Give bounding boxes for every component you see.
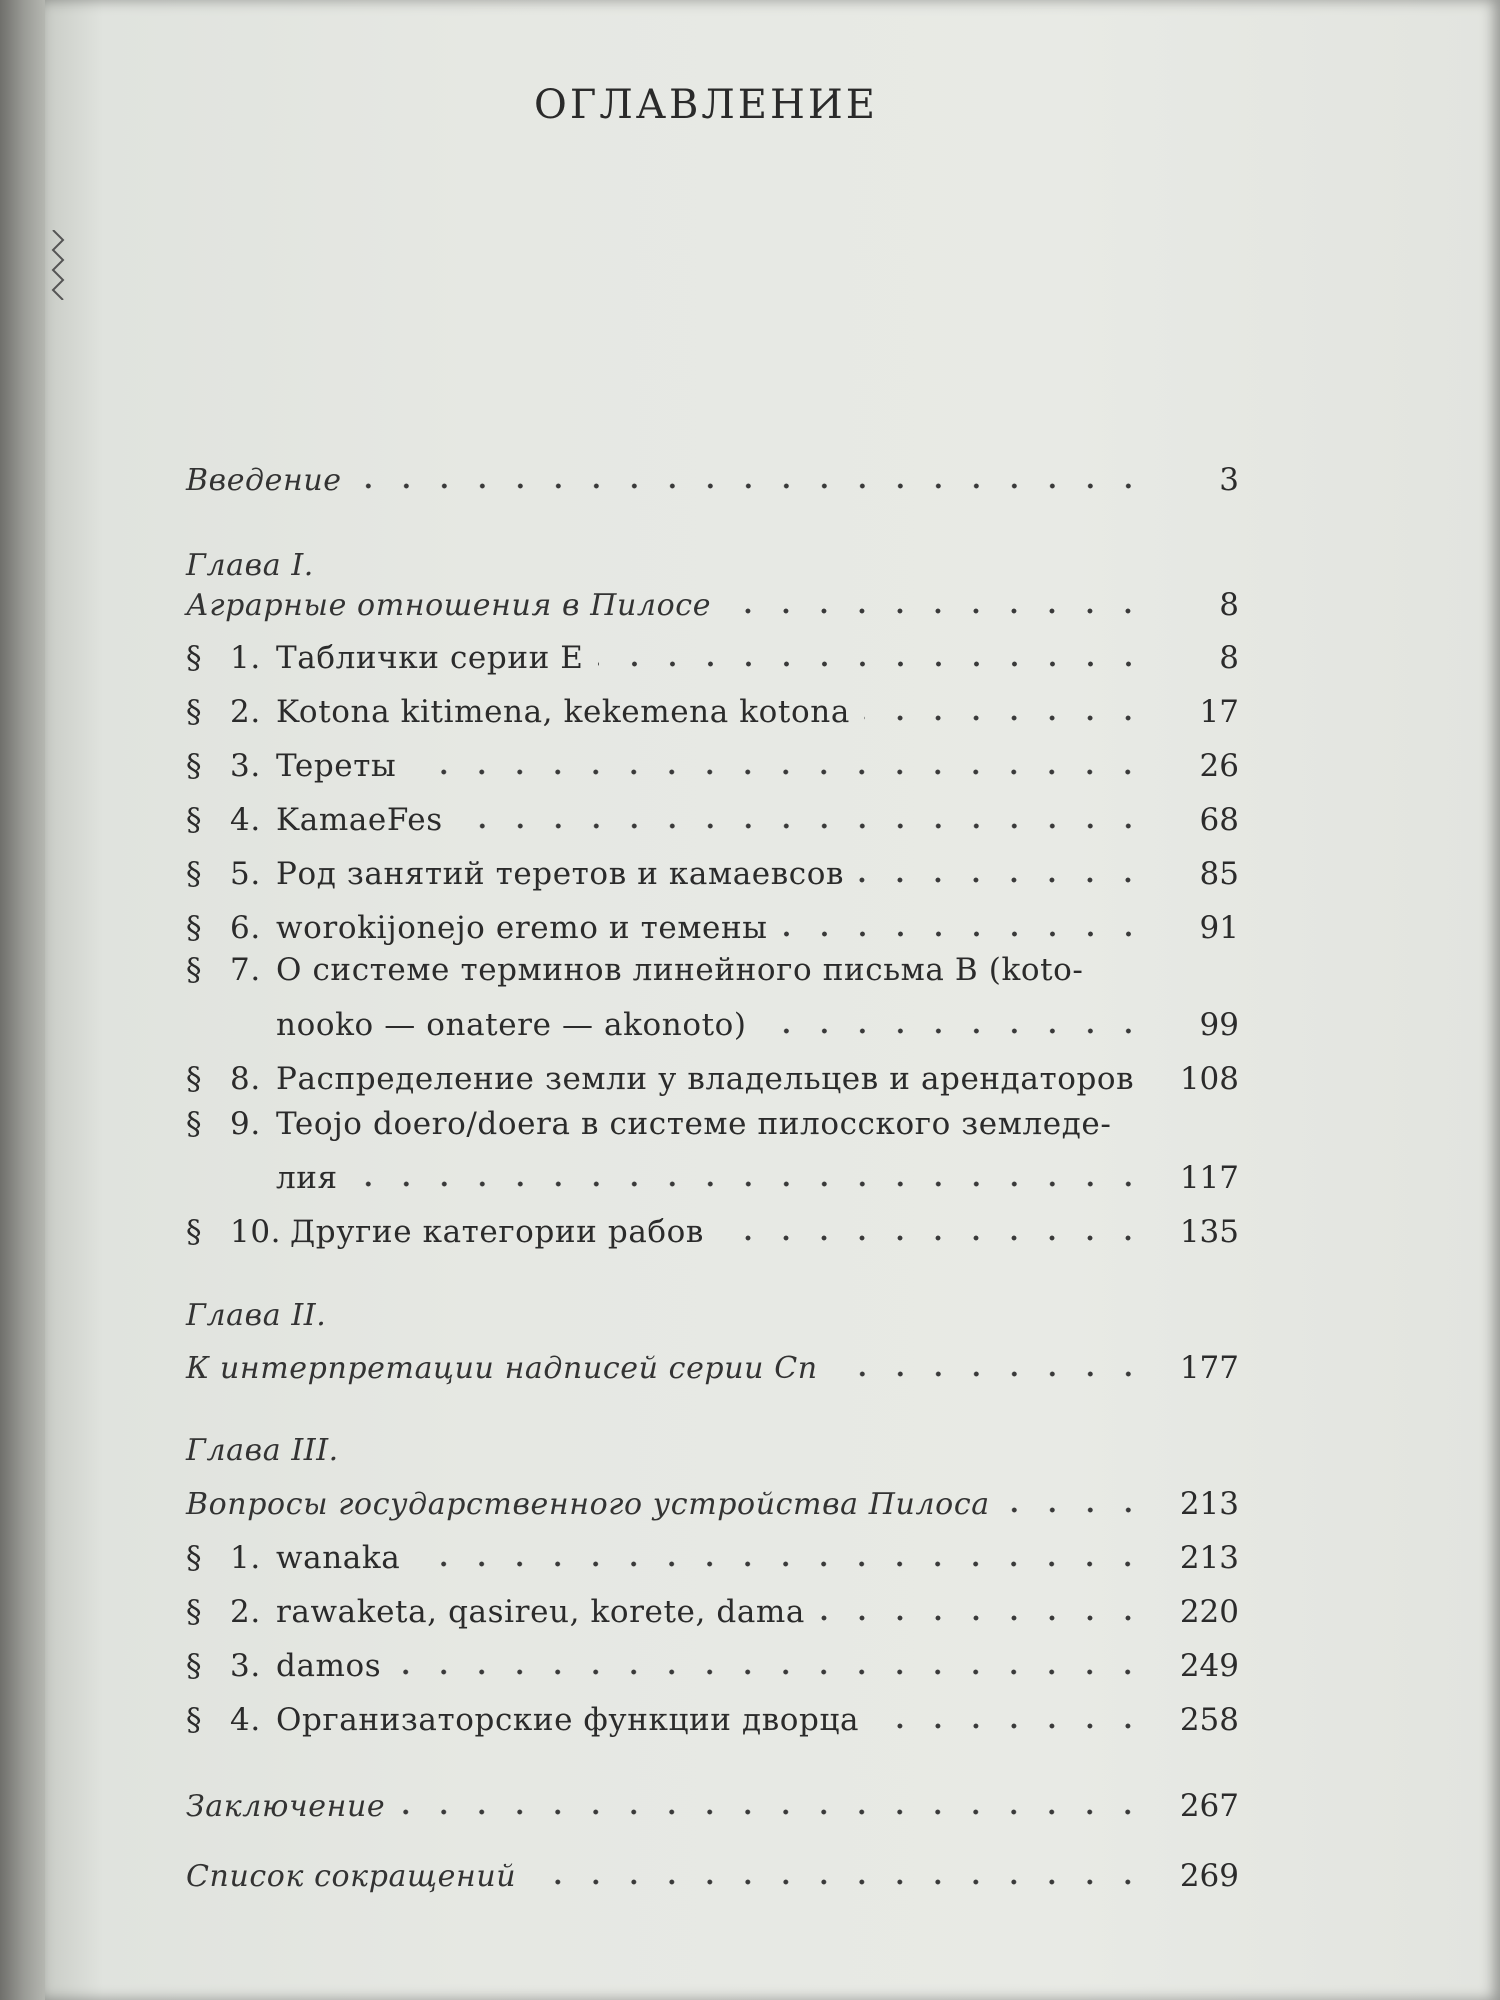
dot-leader: [819, 1613, 1147, 1623]
toc-entry-t3[interactable]: § 3. damos 249: [186, 1648, 1239, 1684]
toc-entry-s6[interactable]: § 6. worokijonejo eremo и темены 91: [186, 910, 1239, 946]
dot-leader: [414, 1559, 1147, 1569]
toc-entry-s9[interactable]: лия 117: [276, 1160, 1239, 1196]
toc-entry-t1[interactable]: § 1. wanaka 213: [186, 1540, 1239, 1576]
dot-leader: [718, 1233, 1147, 1243]
dot-leader: [395, 1667, 1147, 1677]
dot-leader: [725, 606, 1147, 616]
toc-entry-s10[interactable]: § 10. Другие категории рабов 135: [186, 1214, 1239, 1250]
toc-entry-t4[interactable]: § 4. Организаторские функции дворца 258: [186, 1702, 1239, 1738]
toc-entry-s1[interactable]: § 1. Таблички серии Е 8: [186, 640, 1239, 676]
dot-leader: [457, 821, 1147, 831]
dot-leader: [782, 929, 1147, 939]
toc-entry-s7-line1[interactable]: § 7. О системе терминов линейного письма B (koto-: [186, 952, 1084, 988]
toc-entry-chapter-3[interactable]: Вопросы государственного устройства Пилоса 213: [186, 1486, 1239, 1522]
toc-entry-s9-line1[interactable]: § 9. Teojo doero/doera в системе пилосского земледе-: [186, 1106, 1112, 1142]
toc-entry-s8[interactable]: § 8. Распределение земли у владельцев и арендаторов 108: [186, 1061, 1239, 1097]
toc-entry-abbreviations[interactable]: Список сокращений 269: [186, 1858, 1239, 1894]
toc-entry-t2[interactable]: § 2. rawaketa, qasireu, korete, dama 220: [186, 1594, 1239, 1630]
dot-leader: [1142, 1080, 1147, 1090]
dot-leader: [832, 1369, 1147, 1379]
dot-leader: [598, 659, 1147, 669]
dot-leader: [873, 1721, 1147, 1731]
toc-entry-s7[interactable]: nooko — onatere — akonoto) 99: [276, 1007, 1239, 1043]
toc-entry-conclusion[interactable]: Заключение 267: [186, 1788, 1239, 1824]
toc-entry-chapter-2[interactable]: К интерпретации надписей серии Cn 177: [186, 1350, 1239, 1386]
toc-entry-s5[interactable]: § 5. Род занятий теретов и камаевсов 85: [186, 856, 1239, 892]
chapter-2-heading: Глава II.: [186, 1298, 327, 1333]
dot-leader: [864, 713, 1147, 723]
page-title: ОГЛАВЛЕНИЕ: [534, 82, 878, 128]
toc-entry-s2[interactable]: § 2. Kotona kitimena, kekemena kotona 17: [186, 694, 1239, 730]
toc-entry-intro[interactable]: Введение 3: [186, 462, 1239, 498]
toc-entry-s3[interactable]: § 3. Tepeты 26: [186, 748, 1239, 784]
dot-leader: [530, 1877, 1147, 1887]
dot-leader: [1004, 1505, 1147, 1515]
dot-leader: [352, 1179, 1147, 1189]
chapter-3-heading: Глава III.: [186, 1433, 339, 1468]
dot-leader: [761, 1026, 1147, 1036]
toc-entry-s4[interactable]: § 4. KamaeFes 68: [186, 802, 1239, 838]
dot-leader: [410, 767, 1147, 777]
dot-leader: [356, 481, 1147, 491]
toc-entry-chapter-1[interactable]: Аграрные отношения в Пилосе 8: [186, 587, 1239, 623]
dot-leader: [858, 875, 1147, 885]
dot-leader: [399, 1807, 1147, 1817]
chapter-1-heading: Глава I.: [186, 548, 314, 583]
